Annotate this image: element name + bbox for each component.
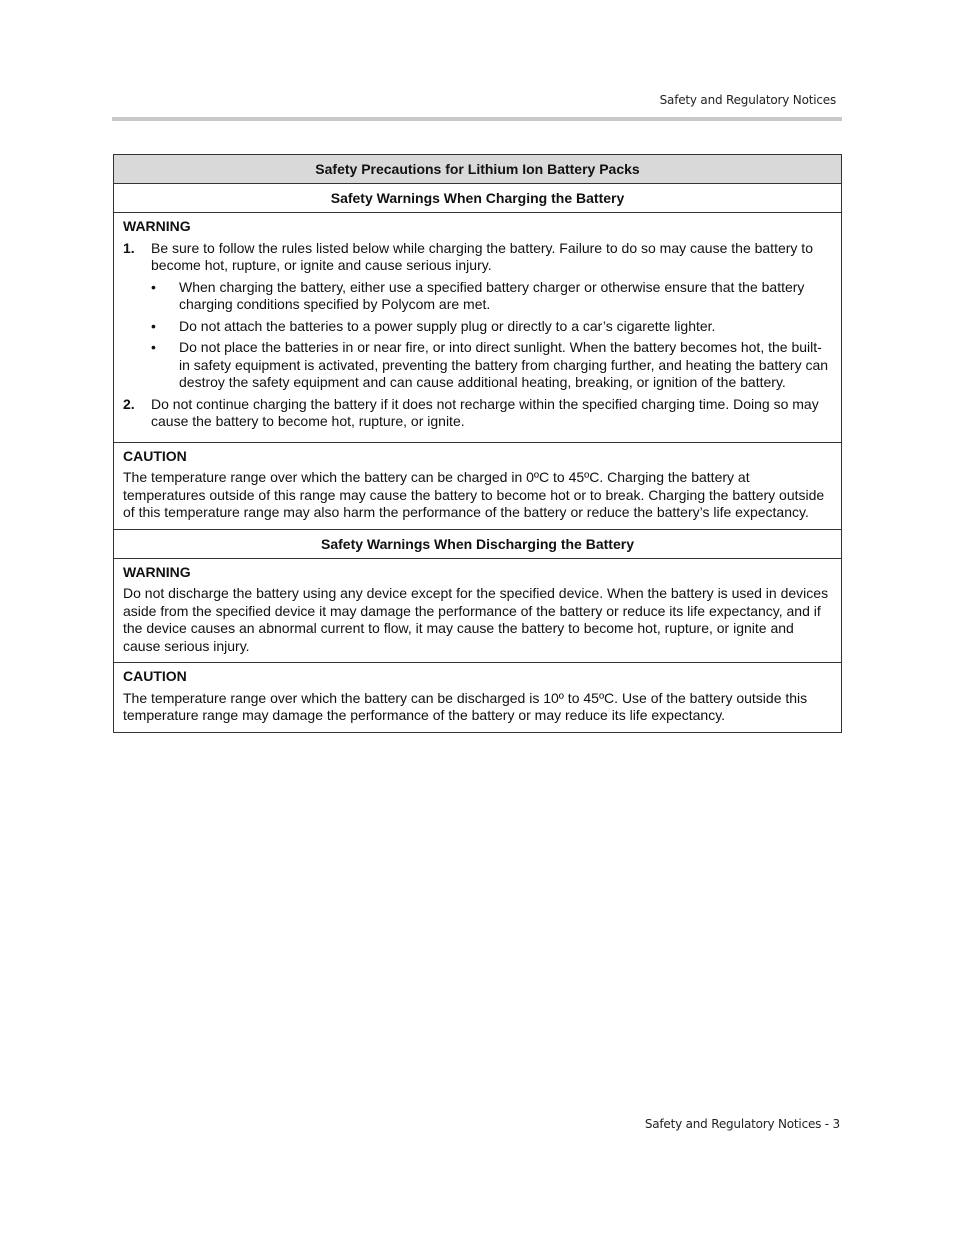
item-number: 2. bbox=[123, 395, 135, 412]
header-rule bbox=[112, 117, 842, 121]
discharging-heading: Safety Warnings When Discharging the Battery bbox=[114, 529, 841, 558]
bullet-text: When charging the battery, either use a specified battery charger or otherwise ensure that the battery charging conditions specified by Polycom are met. bbox=[179, 278, 805, 312]
bullet-item bbox=[123, 279, 832, 314]
caution-label: CAUTION bbox=[123, 668, 187, 684]
caution-text: The temperature range over which the battery can be charged in 0ºC to 45ºC. Charging the battery at temperatures outside of this range may cause the battery to become hot or to break. Charging the battery outside of this temperature range may also harm the performance of the battery or reduce the battery’s life expectancy. bbox=[123, 469, 825, 520]
caution-label: CAUTION bbox=[123, 447, 187, 464]
running-header: Safety and Regulatory Notices bbox=[659, 93, 836, 107]
safety-table bbox=[113, 154, 842, 733]
bullet-icon: • bbox=[151, 339, 156, 355]
warning-label: WARNING bbox=[123, 563, 191, 580]
bullet-icon: • bbox=[151, 317, 156, 334]
caution-text: The temperature range over which the battery can be discharged is 10º to 45ºC. Use of the battery outside this temperature range may damage the performance of the battery or may reduce its life expectancy. bbox=[123, 689, 808, 723]
warning-label: WARNING bbox=[123, 218, 191, 234]
charging-warning bbox=[114, 212, 841, 442]
numbered-item bbox=[123, 240, 832, 275]
item-text: Do not continue charging the battery if it does not recharge within the specified charging time. Doing so may cause the battery to become hot, rupture, or ignite. bbox=[151, 395, 819, 429]
bullet-text: Do not attach the batteries to a power supply plug or directly to a car’s cigarette lighter. bbox=[179, 317, 716, 334]
discharging-warning bbox=[114, 558, 841, 663]
item-text: Be sure to follow the rules listed below while charging the battery. Failure to do so may cause the battery to become hot, rupture, or ignite and cause serious injury. bbox=[151, 239, 813, 273]
bullet-item bbox=[123, 318, 832, 336]
item-number: 1. bbox=[123, 239, 135, 256]
discharging-caution bbox=[114, 662, 841, 732]
page-footer: Safety and Regulatory Notices - 3 bbox=[644, 1117, 840, 1131]
bullet-icon: • bbox=[151, 278, 156, 295]
numbered-item bbox=[123, 396, 832, 431]
warning-text: Do not discharge the battery using any device except for the specified device. When the battery is used in devices aside from the specified device it may damage the performance of the battery or reduce its life expectancy, and if the device causes an abnormal current to flow, it may cause the battery to become hot, rupture, or ignite and cause serious injury. bbox=[123, 585, 829, 654]
bullet-item bbox=[123, 339, 832, 392]
charging-caution bbox=[114, 442, 841, 529]
charging-heading: Safety Warnings When Charging the Battery bbox=[114, 183, 841, 212]
table-title: Safety Precautions for Lithium Ion Battery Packs bbox=[114, 155, 841, 183]
bullet-text: Do not place the batteries in or near fire, or into direct sunlight. When the battery becomes hot, the built-in safety equipment is activated, preventing the battery from charging further, and heating the battery can destroy the safety equipment and can cause additional heating, breaking, or ignition of the battery. bbox=[179, 339, 829, 390]
